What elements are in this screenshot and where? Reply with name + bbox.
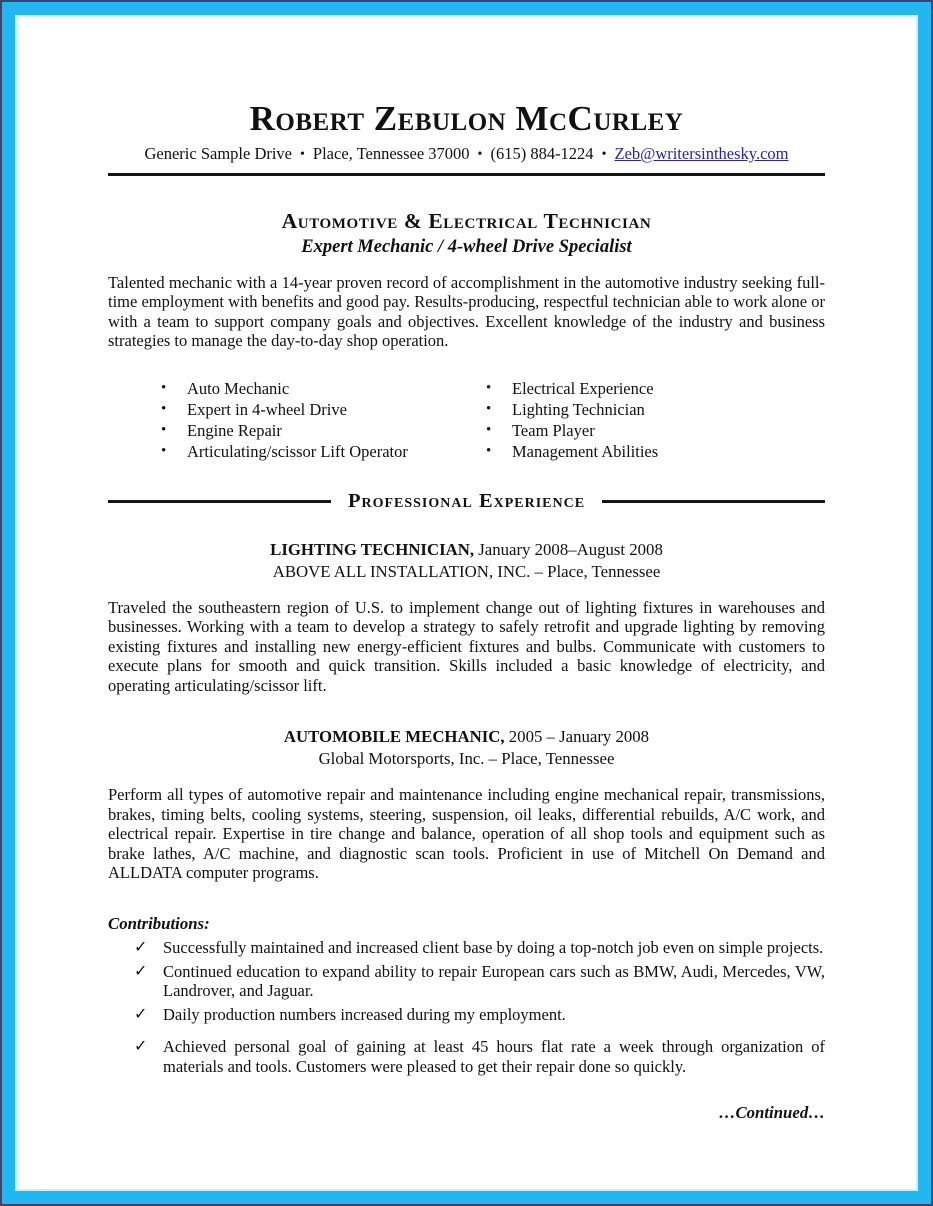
checkmark-icon: ✓ [134,1006,148,1024]
skill-label: Expert in 4-wheel Drive [187,399,347,419]
job-company: ABOVE ALL INSTALLATION, INC. – Place, Tennessee [272,561,661,581]
skill-item [486,441,658,462]
bullet-icon: • [486,400,492,417]
skill-item [486,420,658,441]
checkmark-icon: ✓ [134,938,148,956]
experience-heading-label: Professional Experience [347,489,586,512]
skill-label: Lighting Technician [512,399,645,419]
job-title: LIGHTING TECHNICIAN, [270,539,475,559]
skill-item [161,420,461,441]
heading-rule-right [602,500,825,503]
skill-label: Engine Repair [187,420,282,440]
contact-city: Place, Tennessee 37000 [312,143,470,163]
job-description: Traveled the southeastern region of U.S. to implement change out of lighting fixtures in warehouses and businesses. Working with a team to develop a strategy to safely retrofit and upgrade lighting by removing existing fixtures and installing new energy-efficient fixtures and bulbs. Communicate with customers to execute plans for smooth and quick transition. Skills included a basic knowledge of electricity, and operating articulating/scissor lift. [108,597,825,695]
skill-item [161,378,461,399]
experience-section-heading [108,490,825,513]
checkmark-icon: ✓ [134,1037,148,1055]
skill-label: Team Player [512,420,595,440]
job-description: Perform all types of automotive repair and maintenance including engine mechanical repair, transmissions, brakes, timing belts, cooling systems, steering, suspension, oil leaks, differential rebuilds, A/C work, and electrical repair. Expertise in tire change and balance, operation of all shop tools and equipment such as brake lathes, A/C machine, and diagnostic scan tools. Proficient in use of Mitchell On Demand and ALLDATA computer programs. [108,784,825,883]
job-dates: 2005 – January 2008 [508,727,650,747]
bullet-icon: • [161,379,167,396]
contributions-heading: Contributions: [108,913,210,933]
skill-item [161,441,461,462]
contribution-item [108,962,825,1002]
contribution-text: Achieved personal goal of gaining at least 45 hours flat rate a week through organization of materials and tools. Customers were pleased to get their repair done so quickly. [163,1036,825,1076]
contribution-item [108,1037,825,1077]
job-header [108,539,825,583]
contributions-list [108,938,825,1077]
bullet-separator-icon: • [300,146,305,162]
job-title-line [108,726,825,748]
skill-item [486,399,658,420]
skill-item [486,378,658,399]
bullet-separator-icon: • [477,146,483,162]
job-dates: January 2008–August 2008 [478,539,663,559]
resume-name: Robert Zebulon McCurley [249,99,684,138]
contact-address: Generic Sample Drive [144,143,293,163]
contribution-text: Successfully maintained and increased client base by doing a top-notch job even on simple projects. [163,937,824,957]
job-title: AUTOMOBILE MECHANIC, [283,727,505,747]
bullet-icon: • [486,442,492,459]
skill-label: Electrical Experience [512,378,654,398]
profession-subtitle: Expert Mechanic / 4-wheel Drive Specialist [301,236,632,257]
bullet-icon: • [486,379,492,396]
contact-line [108,144,825,164]
bullet-icon: • [161,442,167,459]
skill-label: Auto Mechanic [187,378,290,398]
skills-column-left [161,378,461,462]
bullet-icon: • [161,400,167,417]
heading-rule-left [108,500,331,503]
header-divider [108,173,825,176]
job-company: Global Motorsports, Inc. – Place, Tennessee [318,749,615,769]
resume-page [15,15,918,1191]
contact-phone: (615) 884-1224 [490,143,594,163]
email-link[interactable]: Zeb@writersinthesky.com [614,143,789,163]
job-header [108,726,825,770]
contribution-item [108,938,825,958]
checkmark-icon: ✓ [134,962,148,980]
job-title-line [108,539,825,561]
continued-note: …Continued… [718,1102,825,1122]
skills-column-right [486,378,658,462]
bullet-separator-icon: • [601,146,607,162]
skill-item [161,399,461,420]
contribution-item [108,1005,825,1025]
skill-label: Management Abilities [512,441,659,461]
skills-section [108,378,825,462]
profession-title: Automotive & Electrical Technician [281,208,652,233]
bullet-icon: • [486,421,492,438]
contribution-text: Continued education to expand ability to repair European cars such as BMW, Audi, Mercedes, VW, Landrover, and Jaguar. [163,961,825,1001]
summary-paragraph: Talented mechanic with a 14-year proven record of accomplishment in the automotive industry seeking full-time employment with benefits and good pay. Results-producing, respectful technician able to work alone or with a team to support company goals and objectives. Excellent knowledge of the industry and business strategies to manage the day-to-day shop operation. [108,272,825,351]
skill-label: Articulating/scissor Lift Operator [187,441,408,461]
bullet-icon: • [161,421,167,438]
contribution-text: Daily production numbers increased during my employment. [163,1005,566,1025]
